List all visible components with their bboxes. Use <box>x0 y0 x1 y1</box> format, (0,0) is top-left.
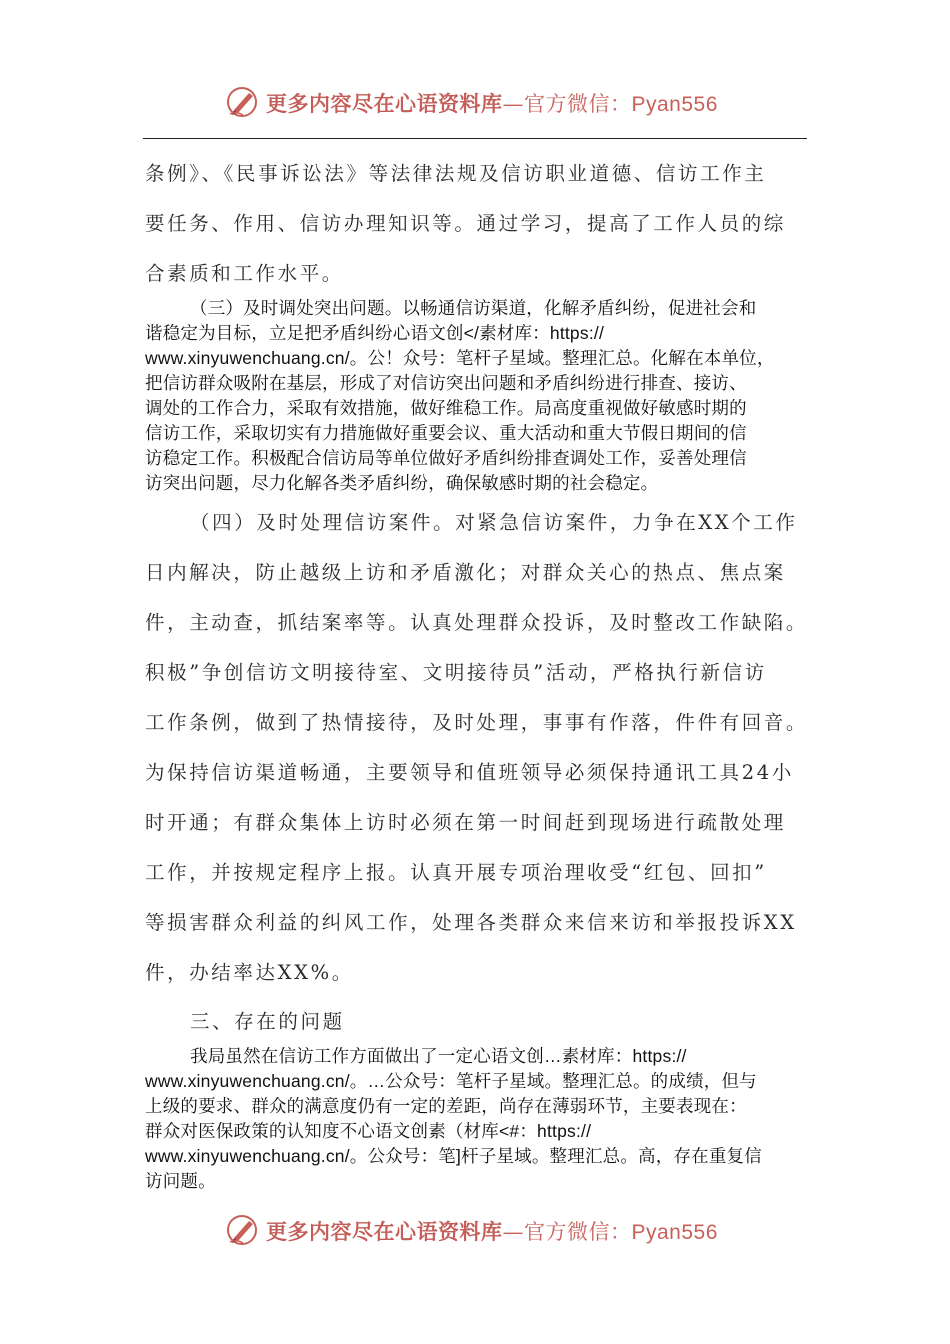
header-separator: — <box>502 92 524 116</box>
para4-line: 访问题。 <box>145 1171 216 1191</box>
pen-logo-icon <box>225 84 261 120</box>
para3-line: 件，办结率达XX%。 <box>145 961 354 984</box>
para1-line: 要任务、作用、信访办理知识等。通过学习，提高了工作人员的综 <box>145 212 786 235</box>
footer-brand: 更多内容尽在心语资料库 <box>266 1219 503 1244</box>
section-heading: 三、存在的问题 <box>190 1010 345 1033</box>
header-banner <box>0 80 950 124</box>
para1-line: 合素质和工作水平。 <box>145 262 344 285</box>
para2-line: 谐稳定为目标，立足把矛盾纠纷心语文创</素材库：https:// <box>145 323 605 343</box>
footer-banner-text <box>266 1216 718 1246</box>
para2-line: 访突出问题，尽力化解各类矛盾纠纷，确保敏感时期的社会稳定。 <box>145 473 659 493</box>
header-brand: 更多内容尽在心语资料库 <box>266 91 503 116</box>
para4-line: 我局虽然在信访工作方面做出了一定心语文创…素材库：https:// <box>190 1046 687 1066</box>
para3-line: 工作，并按规定程序上报。认真开展专项治理收受“红包、回扣” <box>145 861 767 884</box>
para3-line: 积极”争创信访文明接待室、文明接待员”活动，严格执行新信访 <box>145 661 767 684</box>
para2-line: 信访工作，采取切实有力措施做好重要会议、重大活动和重大节假日期间的信 <box>145 423 747 443</box>
footer-contact-label: 官方微信： <box>524 1220 632 1244</box>
para4-line: www.xinyuwenchuang.cn/。…公众号：笔杆子星域。整理汇总。的成绩，但与 <box>145 1071 757 1091</box>
footer-separator: — <box>502 1220 524 1244</box>
para3-line: （四）及时处理信访案件。对紧急信访案件，力争在XX个工作 <box>190 511 798 534</box>
para2-line: （三）及时调处突出问题。以畅通信访渠道，化解矛盾纠纷，促进社会和 <box>190 298 757 318</box>
para4-line: 群众对医保政策的认知度不心语文创素（材库<#：https:// <box>145 1121 592 1141</box>
para2-line: 访稳定工作。积极配合信访局等单位做好矛盾纠纷排查调处工作，妥善处理信 <box>145 448 747 468</box>
para3-line: 日内解决，防止越级上访和矛盾激化；对群众关心的热点、焦点案 <box>145 561 786 584</box>
para1-line: 条例》、《民事诉讼法》等法律法规及信访职业道德、信访工作主 <box>145 162 767 185</box>
para3-line: 时开通；有群众集体上访时必须在第一时间赶到现场进行疏散处理 <box>145 811 786 834</box>
header-banner-text <box>266 88 718 118</box>
pen-logo-icon <box>225 1212 261 1248</box>
footer-contact-id: Pyan556 <box>631 1221 718 1244</box>
para4-line: 上级的要求、群众的满意度仍有一定的差距，尚存在薄弱环节，主要表现在： <box>145 1096 747 1116</box>
para3-line: 工作条例，做到了热情接待，及时处理，事事有作落，件件有回音。 <box>145 711 809 734</box>
para3-line: 为保持信访渠道畅通，主要领导和值班领导必须保持通讯工具24小 <box>145 761 794 784</box>
para3-line: 等损害群众利益的纠风工作，处理各类群众来信来访和举报投诉XX <box>145 911 797 934</box>
header-divider <box>143 138 807 139</box>
para2-line: 把信访群众吸附在基层，形成了对信访突出问题和矛盾纠纷进行排查、接访、 <box>145 373 747 393</box>
header-contact-id: Pyan556 <box>631 93 718 116</box>
header-contact-label: 官方微信： <box>524 92 632 116</box>
para3-line: 件，主动查，抓结案率等。认真处理群众投诉，及时整改工作缺陷。 <box>145 611 809 634</box>
para4-line: www.xinyuwenchuang.cn/。公众号：笔]杆子星域。整理汇总。高，存在重复信 <box>145 1146 762 1166</box>
para2-line: www.xinyuwenchuang.cn/。公！众号：笔杆子星域。整理汇总。化解在本单位， <box>145 348 775 368</box>
footer-banner <box>0 1208 950 1252</box>
para2-line: 调处的工作合力，采取有效措施，做好维稳工作。局高度重视做好敏感时期的 <box>145 398 747 418</box>
